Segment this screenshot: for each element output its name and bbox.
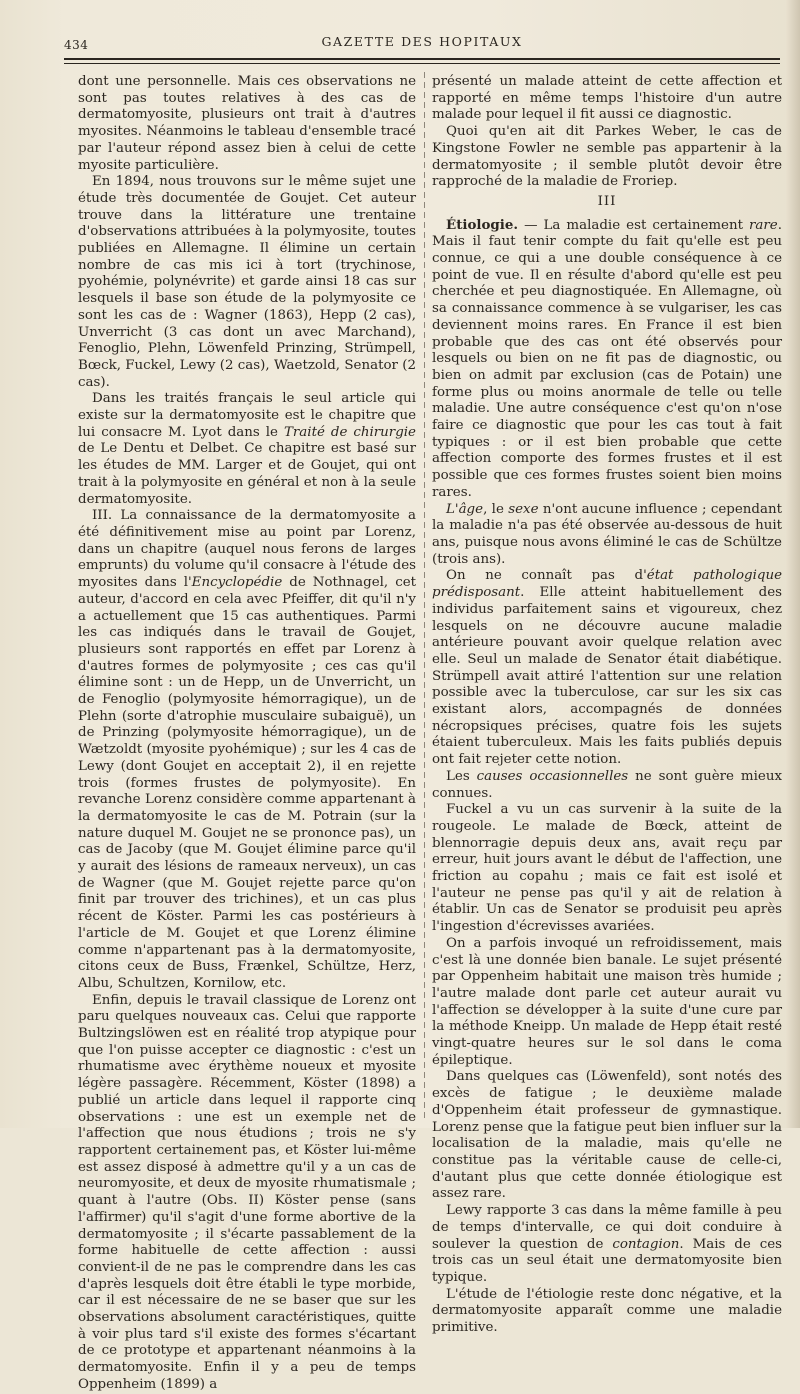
paragraph: présenté un malade atteint de cette affection et rapporté en même temps l'histoire d'un autre malade pour lequel il fit aussi ce diagnostic.	[432, 74, 782, 123]
paragraph: Quoi qu'en ait dit Parkes Weber, le cas de Kingstone Fowler ne semble pas appartenir à la dermatomyosite ; il semble plutôt devoir être rapproché de la maladie de Froriep.	[432, 124, 782, 190]
paragraph: Dans quelques cas (Löwenfeld), sont notés des excès de fatigue ; le deuxième malade d'Oppenheim était professeur de gymnastique. Lorenz pense que la fatigue peut bien influer sur la localisation de la maladie, mais qu'elle ne constitue pas la véritable cause de celle-ci, d'autant plus que cette donnée étiologique est assez rare.	[432, 1069, 782, 1202]
text-run: Dans les traités français le seul article qui existe sur la dermatomyosite est le chapitre que lui consacre M. Lyot dans le	[78, 391, 416, 440]
text-run: On ne connaît pas d'	[446, 568, 647, 584]
section-heading: III	[597, 193, 617, 209]
italic-term: rare	[749, 217, 778, 233]
text-run: Lewy rapporte 3 cas dans la même famille à peu de temps d'intervalle, ce qui doit conduire à soulever la question de	[432, 1203, 782, 1252]
italic-term: contagion	[612, 1236, 680, 1252]
italic-term: sexe	[508, 501, 539, 517]
paragraph	[432, 217, 782, 502]
header-rule-thick	[64, 58, 780, 60]
italic-title: Encyclopédie	[191, 575, 283, 591]
column-divider	[424, 72, 425, 1122]
paragraph	[78, 508, 416, 992]
paragraph	[432, 502, 782, 569]
paragraph	[432, 769, 782, 802]
paragraph	[432, 568, 782, 768]
text-run: Les	[446, 768, 477, 784]
text-run: . Mais il faut tenir compte du fait qu'elle est peu connue, ce qui a une double conséquence à ce point de vue. Il en résulte d'abord qu'elle est peu cherchée et peu diagnostiquée. En Allemagne, où sa connaissance commence à se vulgariser, les cas deviennent moins rares. En France il est bien probable que des cas ont été observés pour lesquels ou bien on ne fit pas de diagnostic, ou bien on admit par exclusion (cas de Potain) une forme plus ou moins anormale de telle ou telle maladie. Une autre conséquence c'est qu'on n'ose faire ce diagnostic que pour les cas tout à fait typiques : or il est bien probable que cette affection comporte des formes frustes et il est possible que ces formes frustes soient bien moins rares.	[432, 217, 782, 500]
header-rule-thin	[64, 63, 780, 64]
paragraph: L'étude de l'étiologie reste donc négative, et la dermatomyosite apparaît comme une maladie primitive.	[432, 1286, 782, 1336]
paragraph: En 1894, nous trouvons sur le même sujet une étude très documentée de Goujet. Cet auteur trouve dans la littérature une trentaine d'observations attribuées à la polymyosite, toutes publiées en Allemagne. Il élimine un certain nombre de cas mis ici à tort (trychinose, pyohémie, polynévrite) et garde ainsi 18 cas sur lesquels il base son étude de la polymyosite ce sont les cas de : Wagner (1863), Hepp (2 cas), Unverricht (3 cas dont un avec Marchand), Fenoglio, Plehn, Löwenfeld Prinzing, Strümpell, Bœck, Fuckel, Lewy (2 cas), Waetzold, Senator (2 cas).	[78, 174, 416, 390]
paragraph: Fuckel a vu un cas survenir à la suite de la rougeole. Le malade de Bœck, atteint de blennorragie depuis deux ans, avait reçu par erreur, huit jours avant le début de l'affection, une friction au copahu ; mais ce fait est isolé et l'auteur ne pense pas qu'il y ait de relation à établir. Un cas de Senator se produisit peu après l'ingestion d'écrevisses avariées.	[432, 802, 782, 935]
page-edge-shadow	[786, 0, 800, 1128]
paragraph: Enfin, depuis le travail classique de Lorenz ont paru quelques nouveaux cas. Celui que rapporte Bultzingslöwen est en réalité trop atypique pour que l'on puisse accepter ce diagnostic : c'est un rhumatisme avec érythème noueux et myosite légère passagère. Récemment, Köster (1898) a publié un article dans lequel il rapporte cinq observations : une est un exemple net de l'affection que nous étudions ; trois ne s'y rapportent certainement pas, et Köster lui-même est assez disposé à admettre qu'il y a un cas de neuromyosite, et deux de myosite rhumatismale ; quant à l'autre (Obs. II) Köster pense (sans l'affirmer) qu'il s'agit d'une forme abortive de la dermatomyosite ; il s'écarte passablement de la forme habituelle de cette affection : aussi convient-il de ne pas le comprendre dans les cas d'après lesquels doit être établi le type morbide, car il est nécessaire de ne se baser que sur les observations absolument caractéristiques, quitte à voir plus tard s'il existe des formes s'écartant de ce prototype et appartenant néanmoins à la dermatomyosite. Enfin il y a peu de temps Oppenheim (1899) a	[78, 992, 416, 1392]
text-run: — La maladie est certainement	[518, 217, 750, 233]
paragraph	[78, 391, 416, 508]
text-run: III. La connaissance de la dermatomyosite a été définitivement mise au point par Lorenz, dans un chapitre (auquel nous ferons de larges emprunts) du volume qu'il consacre à l'étude des myosites dans l'	[78, 508, 416, 591]
text-run: , le	[483, 501, 509, 517]
text-run: de Le Dentu et Delbet. Ce chapitre est basé sur les études de MM. Larger et de Goujet, qui ont trait à la polymyosite en général et non à la seule dermatomyosite.	[78, 441, 416, 507]
paragraph: On a parfois invoqué un refroidissement, mais c'est là une donnée bien banale. Le sujet présenté par Oppenheim habitait une maison très humide ; l'autre malade dont parle cet auteur aurait vu l'affection se développer à la suite d'une cure par la méthode Kneipp. Un malade de Hepp était resté vingt-quatre heures sur le sol dans le coma épileptique.	[432, 935, 782, 1068]
italic-term: causes occasionnelles	[476, 768, 629, 784]
italic-term: état pathologique prédisposant	[432, 568, 782, 601]
text-run: . Elle atteint habituellement des individus parfaitement sains et vigoureux, chez lesquels on ne découvre aucune maladie antérieure pouvant avoir quelque relation avec elle. Seul un malade de Senator était diabétique. Strümpell avait attiré l'attention sur une relation possible avec la tuberculose, car sur les six cas existant alors, accompagnés de données nécropsiques précises, quatre fois les sujets étaient tuberculeux. Mais les faits publiés depuis ont fait rejeter cette notion.	[432, 585, 782, 768]
text-run: n'ont aucune influence ; cependant la maladie n'a pas été observée au-dessous de huit ans, puisque nous avons éliminé le cas de Schültze (trois ans).	[432, 501, 782, 567]
section-label: Étiologie.	[446, 216, 519, 233]
italic-title: Traité de chirurgie	[283, 424, 416, 440]
text-run: de Nothnagel, cet auteur, d'accord en cela avec Pfeiffer, dit qu'il n'y a actuellement que 15 cas authentiques. Parmi les cas indiqués dans le travail de Goujet, plusieurs sont rapportés en effet par Lorenz à d'autres formes de polymyosite ; ces cas qu'il élimine sont : un de Hepp, un de Unverricht, un de Fenoglio (polymyosite hémorragique), un de Plehn (sorte d'atrophie musculaire subaiguë), un de Prinzing (polymyosite hémorragique), un de Wætzoldt (myosite pyohémique) ; sur les 4 cas de Lewy (dont Goujet en acceptait 2), il en rejette trois (formes frustes de polymyosite). En revanche Lorenz considère comme appartenant à la dermatomyosite le cas de M. Potrain (sur la nature duquel M. Goujet ne se prononce pas), un cas de Jacoby (que M. Goujet élimine parce qu'il y aurait des lésions de rameaux nerveux), un cas de Wagner (que M. Goujet rejette parce qu'on finit par trouver des trichines), et un cas plus récent de Köster. Parmi les cas postérieurs à l'article de M. Goujet et que Lorenz élimine comme n'appartenant pas à la dermatomyosite, citons ceux de Buss, Frænkel, Schültze, Herz, Albu, Schultzen, Kornilow, etc.	[78, 575, 416, 991]
paragraph	[432, 1203, 782, 1287]
text-run: ne sont guère mieux connues.	[432, 768, 782, 801]
paragraph: dont une personnelle. Mais ces observations ne sont pas toutes relatives à des cas de dermatomyosite, plusieurs ont trait à d'autres myosites. Néanmoins le tableau d'ensemble tracé par l'auteur répond assez bien à celui de cette myosite particulière.	[78, 74, 416, 173]
running-title: GAZETTE DES HOPITAUX	[321, 34, 523, 49]
page-header	[64, 30, 780, 56]
italic-term: L'âge	[446, 501, 484, 517]
left-column	[78, 74, 416, 1394]
text-run: . Mais de ces trois cas un seul était une dermatomyosite bien typique.	[432, 1236, 782, 1285]
right-column	[432, 74, 782, 1337]
page-number: 434	[64, 38, 89, 52]
